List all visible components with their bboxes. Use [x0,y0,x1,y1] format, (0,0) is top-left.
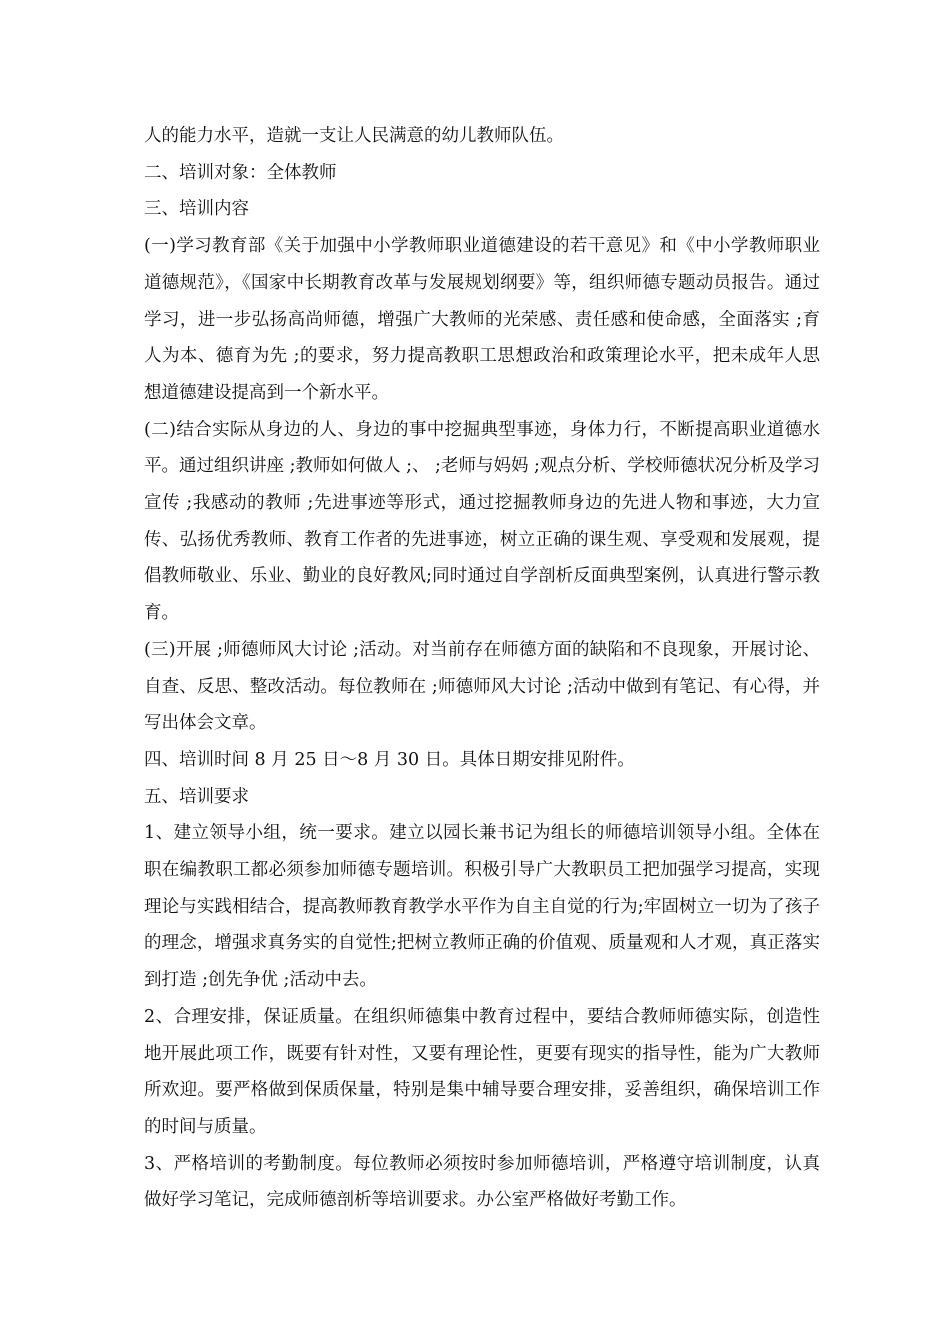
heading-training-target: 二、培训对象：全体教师 [144,162,337,183]
heading-training-requirements: 五、培训要求 [144,786,249,807]
paragraph-requirement-one: 1、建立领导小组，统一要求。建立以园长兼书记为组长的师德培训领导小组。全体在职在编教职工都必须参加师德专题培训。积极引导广大教职员工把加强学习提高，实现理论与实践相结合，提高教师教育教学水平作为自主自觉的行为;牢固树立一切为了孩子的理念，增强求真务实的自觉性;把树立教师正确的价值观、质量观和人才观，真正落实到打造 ;创先争优 ;活动中去。 [144,823,820,991]
paragraph-requirement-three: 3、严格培训的考勤制度。每位教师必须按时参加师德培训，严格遵守培训制度，认真做好学习笔记，完成师德剖析等培训要求。办公室严格做好考勤工作。 [144,1153,820,1211]
paragraph-content-three: (三)开展 ;师德师风大讨论 ;活动。对当前存在师德方面的缺陷和不良现象，开展讨论、自查、反思、整改活动。每位教师在 ;师德师风大讨论 ;活动中做到有笔记、有心得，并写出体会文章。 [144,639,820,734]
document-body [144,118,820,1219]
paragraph-content-two: (二)结合实际从身边的人、身边的事中挖掘典型事迹，身体力行，不断提高职业道德水平。通过组织讲座 ;教师如何做人 ;、 ;老师与妈妈 ;观点分析、学校师德状况分析及学习宣传 ;我感动的教师 ;先进事迹等形式，通过挖掘教师身边的先进人物和事迹，大力宣传、弘扬优秀教师、教育工作者的先进事迹，树立正确的课生观、享受观和发展观，提倡教师敬业、乐业、勤业的良好教风;同时通过自学剖析反面典型案例，认真进行警示教育。 [144,419,820,624]
paragraph-content-one: (一)学习教育部《关于加强中小学教师职业道德建设的若干意见》和《中小学教师职业道德规范》，《国家中长期教育改革与发展规划纲要》等，组织师德专题动员报告。通过学习，进一步弘扬高尚师德，增强广大教师的光荣感、责任感和使命感，全面落实 ;育人为本、德育为先 ;的要求，努力提高教职工思想政治和政策理论水平，把未成年人思想道德建设提高到一个新水平。 [144,236,820,403]
heading-training-content: 三、培训内容 [144,199,249,220]
paragraph-requirement-two: 2、合理安排，保证质量。在组织师德集中教育过程中，要结合教师师德实际，创造性地开展此项工作，既要有针对性，又要有理论性，更要有现实的指导性，能为广大教师所欢迎。要严格做到保质保量，特别是集中辅导要合理安排，妥善组织，确保培训工作的时间与质量。 [144,1006,820,1137]
heading-training-time: 四、培训时间 8 月 25 日～8 月 30 日。具体日期安排见附件。 [144,749,635,770]
paragraph-goal-end: 人的能力水平，造就一支让人民满意的幼儿教师队伍。 [144,126,564,146]
